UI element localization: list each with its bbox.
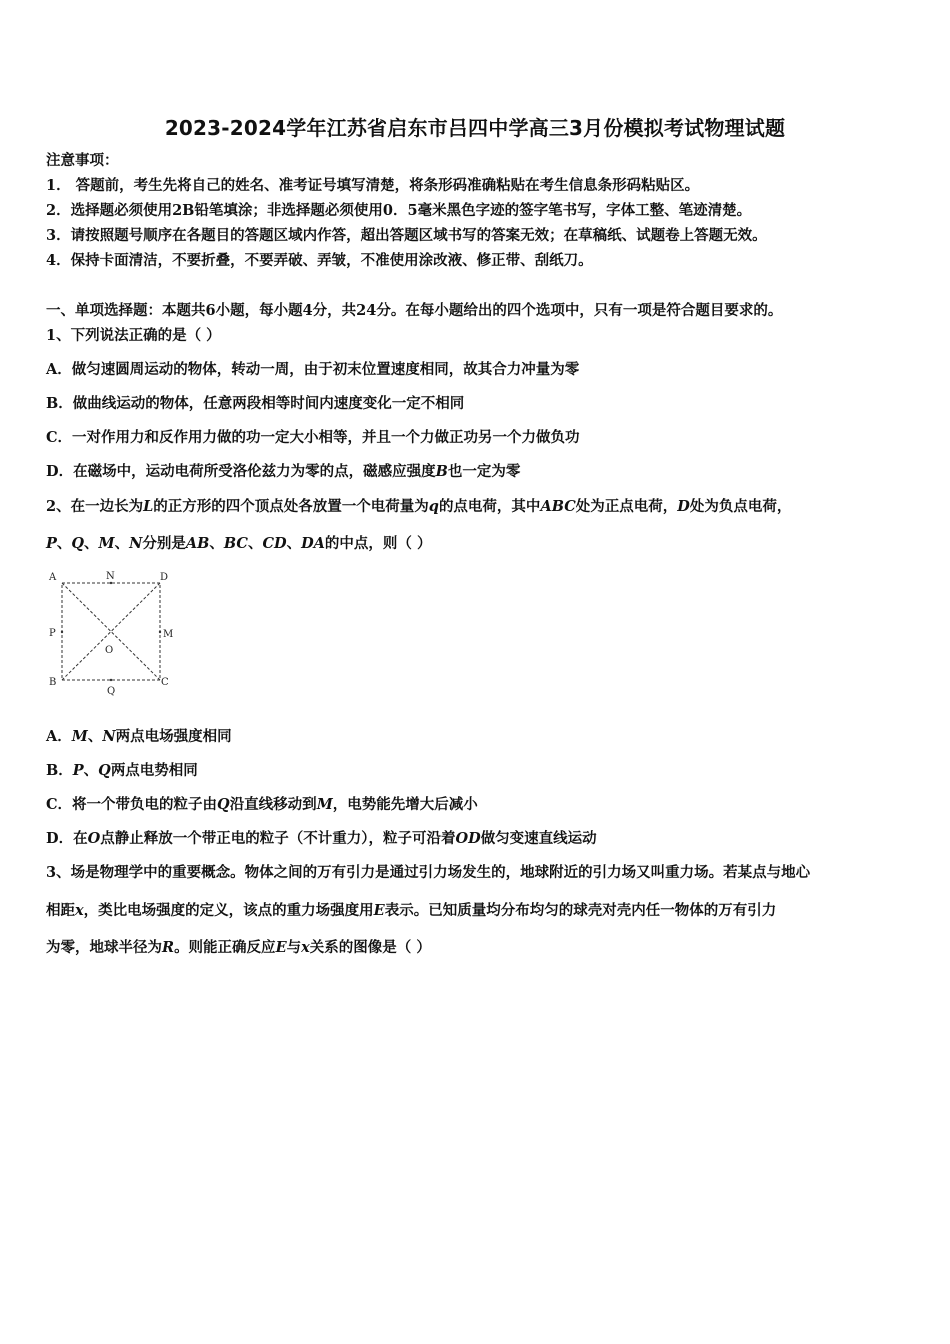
text: 两点电场强度相同 xyxy=(115,728,232,745)
question-1-option-b: B．做曲线运动的物体，任意两段相等时间内速度变化一定不相同 xyxy=(46,395,465,412)
text: 相距 xyxy=(46,902,75,919)
question-2-option-a xyxy=(46,727,232,747)
var: E xyxy=(373,902,385,919)
var: N xyxy=(129,535,143,552)
page-title: 2023-2024学年江苏省启东市吕四中学高三3月份模拟考试物理试题 xyxy=(164,116,786,140)
label-n: N xyxy=(106,571,115,582)
var: DA xyxy=(301,535,325,552)
question-2-option-d xyxy=(46,829,597,849)
text: ，电势能先增大后减小 xyxy=(332,796,478,813)
text: D．在磁场中，运动电荷所受洛伦兹力为零的点，磁感应强度 xyxy=(46,463,436,480)
question-1-option-a: A．做匀速圆周运动的物体，转动一周，由于初末位置速度相同，故其合力冲量为零 xyxy=(46,361,580,378)
var: R xyxy=(162,939,175,956)
var: D xyxy=(677,498,690,515)
question-2-stem-line-2 xyxy=(46,534,431,554)
var: P xyxy=(72,762,84,779)
label-b: B xyxy=(49,677,57,688)
var: AB xyxy=(185,535,210,552)
var: Q xyxy=(71,535,85,552)
question-1-stem: 1、下列说法正确的是（ ） xyxy=(46,327,221,344)
point-n-dot xyxy=(110,582,112,584)
text: 的正方形的四个顶点处各放置一个电荷量为 xyxy=(153,498,429,515)
text: 2、在一边长为 xyxy=(46,498,144,515)
notice-heading: 注意事项： xyxy=(46,152,119,169)
text: 的点电荷，其中 xyxy=(438,498,541,515)
text: 为零，地球半径为 xyxy=(46,939,162,956)
text: 、 xyxy=(286,535,302,552)
text: 关系的图像是（ ） xyxy=(309,939,431,956)
text: 做匀变速直线运动 xyxy=(480,830,597,847)
var: x xyxy=(301,939,310,956)
label-o: O xyxy=(105,645,114,656)
notice-item-1: 1． 答题前，考生先将自己的姓名、准考证号填写清楚，将条形码准确粘贴在考生信息条形码粘贴区。 xyxy=(46,177,700,194)
var: N xyxy=(102,728,116,745)
text: 两点电势相同 xyxy=(110,762,198,779)
question-2-stem-line-1 xyxy=(46,497,791,517)
point-m-dot xyxy=(159,631,161,633)
text: 。则能正确反应 xyxy=(174,939,276,956)
text: 、 xyxy=(84,535,99,552)
text: 、 xyxy=(247,535,263,552)
text: 沿直线移动到 xyxy=(229,796,317,813)
question-3-line-3 xyxy=(46,938,431,958)
question-3-line-2 xyxy=(46,901,776,921)
label-d: D xyxy=(160,572,169,583)
var: E xyxy=(275,939,287,956)
var: B xyxy=(435,463,448,480)
text: 、 xyxy=(114,535,130,552)
point-q-dot xyxy=(110,679,112,681)
var: O xyxy=(87,830,101,847)
question-1-option-c: C．一对作用力和反作用力做的功一定大小相等，并且一个力做正功另一个力做负功 xyxy=(46,429,580,446)
text: D．在 xyxy=(46,830,88,847)
var: L xyxy=(143,498,154,515)
question-2-option-b xyxy=(46,761,198,781)
var: Q xyxy=(217,796,230,813)
var: OD xyxy=(455,830,481,847)
text: 、 xyxy=(56,535,72,552)
question-3-line-1: 3、场是物理学中的重要概念。物体之间的万有引力是通过引力场发生的，地球附近的引力场又叫重力场。若某点与地心 xyxy=(46,864,811,881)
text: 的中点，则（ ） xyxy=(324,535,432,552)
notice-item-4: 4．保持卡面清洁，不要折叠，不要弄破、弄皱，不准使用涂改液、修正带、刮纸刀。 xyxy=(46,252,593,269)
text: 点静止释放一个带正电的粒子（不计重力），粒子可沿着 xyxy=(100,830,456,847)
text: ，类比电场强度的定义，该点的重力场强度用 xyxy=(83,902,374,919)
label-a: A xyxy=(49,572,57,583)
square-charge-diagram xyxy=(40,566,180,702)
notice-item-2: 2．选择题必须使用2B铅笔填涂；非选择题必须使用0．5毫米黑色字迹的签字笔书写，字体工整、笔迹清楚。 xyxy=(46,202,752,219)
var: x xyxy=(75,902,84,919)
var: q xyxy=(428,498,439,515)
text: 、 xyxy=(209,535,224,552)
label-c: C xyxy=(161,677,169,688)
var: Q xyxy=(98,762,111,779)
section-heading: 一、单项选择题：本题共6小题，每小题4分，共24分。在每小题给出的四个选项中，只有一项是符合题目要求的。 xyxy=(46,302,783,319)
var: BC xyxy=(223,535,248,552)
label-m: M xyxy=(163,629,174,640)
var: P xyxy=(46,535,57,552)
text: 与 xyxy=(286,939,302,956)
text: 表示。已知质量均分布均匀的球壳对壳内任一物体的万有引力 xyxy=(384,902,777,919)
text: 、 xyxy=(87,728,103,745)
question-1-option-d xyxy=(46,462,520,482)
var: M xyxy=(98,535,115,552)
point-p-dot xyxy=(61,631,63,633)
label-p: P xyxy=(49,628,56,639)
text: B． xyxy=(46,762,73,779)
text: 分别是 xyxy=(142,535,186,552)
text: 、 xyxy=(83,762,99,779)
var: M xyxy=(316,796,333,813)
label-q: Q xyxy=(107,686,116,697)
var: CD xyxy=(262,535,287,552)
text: 也一定为零 xyxy=(447,463,521,480)
text: C．将一个带负电的粒子由 xyxy=(46,796,218,813)
notice-item-3: 3．请按照题号顺序在各题目的答题区域内作答，超出答题区域书写的答案无效；在草稿纸、试题卷上答题无效。 xyxy=(46,227,767,244)
var: M xyxy=(71,728,88,745)
var: ABC xyxy=(540,498,576,515)
question-2-option-c xyxy=(46,795,478,815)
text: 处为正点电荷， xyxy=(575,498,678,515)
text: A． xyxy=(46,728,72,745)
text: 处为负点电荷， xyxy=(689,498,792,515)
